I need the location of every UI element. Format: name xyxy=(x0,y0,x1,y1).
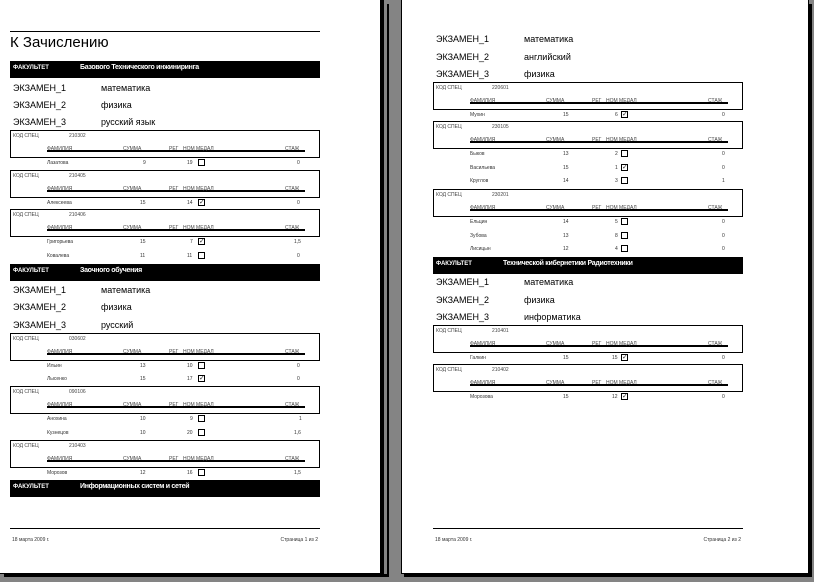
student-reg: 2 xyxy=(615,151,618,157)
col-reg: РЕГ xyxy=(592,205,602,211)
column-headers xyxy=(470,98,728,104)
faculty-label: ФАКУЛЬТЕТ xyxy=(13,268,49,274)
spec-header xyxy=(10,130,320,158)
col-sum: СУММА xyxy=(123,456,142,462)
exam-subject: английский xyxy=(524,52,571,62)
medal-checkbox[interactable] xyxy=(198,199,205,206)
student-reg: 5 xyxy=(615,219,618,225)
exam-subject: математика xyxy=(101,83,151,93)
student-exp: 0 xyxy=(297,253,300,259)
col-sum: СУММА xyxy=(123,186,142,192)
exam-key: ЭКЗАМЕН_3 xyxy=(13,117,67,127)
col-exp: СТАЖ xyxy=(708,137,723,143)
footer-rule xyxy=(10,528,320,529)
student-exp: 0 xyxy=(297,376,300,382)
col-exp: СТАЖ xyxy=(285,225,300,231)
student-sum: 12 xyxy=(140,470,146,476)
student-surname: Морозова xyxy=(470,394,493,400)
exam-subject: физика xyxy=(524,69,555,79)
student-surname: Ельцин xyxy=(470,219,488,225)
exam-key: ЭКЗАМЕН_3 xyxy=(436,312,490,322)
student-exp: 1,6 xyxy=(294,430,301,436)
exam-key: ЭКЗАМЕН_1 xyxy=(436,34,490,44)
student-sum: 15 xyxy=(563,112,569,118)
student-reg: 14 xyxy=(187,200,193,206)
student-surname: Алексеева xyxy=(47,200,72,206)
exam-subject: математика xyxy=(524,34,574,44)
student-reg: 15 xyxy=(612,355,618,361)
col-sum: СУММА xyxy=(546,137,565,143)
exam-row xyxy=(436,50,736,64)
medal-checkbox[interactable] xyxy=(621,393,628,400)
col-surname: ФАМИЛИЯ xyxy=(47,225,73,231)
column-headers xyxy=(470,380,728,386)
student-exp: 0 xyxy=(722,151,725,157)
spec-code-label: КОД СПЕЦ xyxy=(436,192,462,198)
exam-subject: информатика xyxy=(524,312,581,322)
faculty-label: ФАКУЛЬТЕТ xyxy=(436,261,472,267)
spec-code: 210401 xyxy=(492,328,509,334)
student-row xyxy=(433,162,743,173)
faculty-header xyxy=(10,61,320,78)
col-exp: СТАЖ xyxy=(708,98,723,104)
exam-subject: русский xyxy=(101,320,134,330)
student-surname: Лысенко xyxy=(47,376,67,382)
exam-row xyxy=(13,283,313,297)
column-headers xyxy=(470,205,728,211)
column-headers xyxy=(470,341,728,347)
student-surname: Морозов xyxy=(47,470,68,476)
col-surname: ФАМИЛИЯ xyxy=(47,146,73,152)
column-headers xyxy=(47,186,305,192)
student-sum: 13 xyxy=(563,151,569,157)
medal-checkbox[interactable] xyxy=(198,469,205,476)
student-exp: 0 xyxy=(722,355,725,361)
col-medal: НОМ МЕДАЛ xyxy=(183,402,214,408)
col-exp: СТАЖ xyxy=(285,186,300,192)
exam-key: ЭКЗАМЕН_3 xyxy=(13,320,67,330)
medal-checkbox[interactable] xyxy=(198,429,205,436)
student-surname: Быков xyxy=(470,151,485,157)
spec-code: 210406 xyxy=(69,212,86,218)
student-exp: 0 xyxy=(722,246,725,252)
col-reg: РЕГ xyxy=(169,349,179,355)
col-sum: СУММА xyxy=(546,341,565,347)
spec-code-label: КОД СПЕЦ xyxy=(436,328,462,334)
col-sum: СУММА xyxy=(123,225,142,231)
student-reg: 3 xyxy=(615,178,618,184)
report-page-1 xyxy=(0,0,384,574)
student-surname: Зубова xyxy=(470,233,487,239)
col-sum: СУММА xyxy=(546,205,565,211)
spec-header xyxy=(433,121,743,149)
column-headers xyxy=(47,456,305,462)
col-sum: СУММА xyxy=(123,349,142,355)
spec-code-label: КОД СПЕЦ xyxy=(13,389,39,395)
student-exp: 0 xyxy=(297,160,300,166)
student-row xyxy=(10,427,320,438)
col-medal: НОМ МЕДАЛ xyxy=(183,225,214,231)
col-surname: ФАМИЛИЯ xyxy=(470,341,496,347)
student-reg: 8 xyxy=(615,233,618,239)
exam-row xyxy=(13,81,313,95)
spec-code-label: КОД СПЕЦ xyxy=(436,85,462,91)
exam-row xyxy=(436,32,736,46)
student-sum: 15 xyxy=(563,394,569,400)
student-exp: 0 xyxy=(722,112,725,118)
medal-checkbox[interactable] xyxy=(621,150,628,157)
student-row xyxy=(10,236,320,247)
student-sum: 14 xyxy=(563,219,569,225)
student-row xyxy=(10,413,320,424)
student-row xyxy=(10,197,320,208)
col-exp: СТАЖ xyxy=(285,402,300,408)
student-row xyxy=(433,230,743,241)
medal-checkbox[interactable] xyxy=(621,354,628,361)
student-exp: 0 xyxy=(722,219,725,225)
medal-checkbox[interactable] xyxy=(198,362,205,369)
col-medal: НОМ МЕДАЛ xyxy=(606,98,637,104)
student-row xyxy=(433,175,743,186)
student-sum: 11 xyxy=(140,253,146,259)
student-row xyxy=(10,467,320,478)
medal-checkbox[interactable] xyxy=(621,218,628,225)
col-exp: СТАЖ xyxy=(285,456,300,462)
student-surname: Васильева xyxy=(470,165,496,171)
column-headers xyxy=(47,349,305,355)
spec-code-label: КОД СПЕЦ xyxy=(13,133,39,139)
exam-row xyxy=(13,318,313,332)
student-surname: Ковалева xyxy=(47,253,70,259)
medal-checkbox[interactable] xyxy=(198,415,205,422)
spec-code: 210403 xyxy=(69,443,86,449)
col-surname: ФАМИЛИЯ xyxy=(47,349,73,355)
exam-subject: математика xyxy=(524,277,574,287)
col-surname: ФАМИЛИЯ xyxy=(470,98,496,104)
col-exp: СТАЖ xyxy=(708,205,723,211)
medal-checkbox[interactable] xyxy=(621,177,628,184)
footer-page-number: Страница 2 из 2 xyxy=(703,537,741,543)
student-surname: Лисицын xyxy=(470,246,491,252)
exam-key: ЭКЗАМЕН_2 xyxy=(13,100,67,110)
student-surname: Григорьева xyxy=(47,239,74,245)
student-row xyxy=(10,250,320,261)
spec-header xyxy=(433,82,743,110)
student-row xyxy=(433,109,743,120)
col-medal: НОМ МЕДАЛ xyxy=(183,186,214,192)
student-row xyxy=(10,360,320,371)
column-headers xyxy=(470,137,728,143)
exam-row xyxy=(436,275,736,289)
exam-row xyxy=(436,310,736,324)
footer-page-number: Страница 1 из 2 xyxy=(280,537,318,543)
spec-header xyxy=(10,333,320,361)
student-row xyxy=(433,352,743,363)
spec-code: 230105 xyxy=(492,124,509,130)
spec-code: 090106 xyxy=(69,389,86,395)
col-sum: СУММА xyxy=(546,98,565,104)
student-surname: Анохина xyxy=(47,416,67,422)
student-reg: 7 xyxy=(190,239,193,245)
exam-row xyxy=(436,293,736,307)
col-exp: СТАЖ xyxy=(285,146,300,152)
spec-header xyxy=(10,440,320,468)
spec-code: 210405 xyxy=(69,173,86,179)
col-surname: ФАМИЛИЯ xyxy=(470,205,496,211)
spec-header xyxy=(433,189,743,217)
column-headers xyxy=(47,146,305,152)
col-surname: ФАМИЛИЯ xyxy=(470,380,496,386)
medal-checkbox[interactable] xyxy=(198,375,205,382)
faculty-header xyxy=(433,257,743,274)
student-exp: 0 xyxy=(722,233,725,239)
exam-key: ЭКЗАМЕН_1 xyxy=(13,83,67,93)
spec-code: 030602 xyxy=(69,336,86,342)
student-reg: 20 xyxy=(187,430,193,436)
spec-code-label: КОД СПЕЦ xyxy=(13,336,39,342)
student-surname: Круглов xyxy=(470,178,489,184)
spec-header xyxy=(10,209,320,237)
student-surname: Лазатова xyxy=(47,160,69,166)
col-medal: НОМ МЕДАЛ xyxy=(606,380,637,386)
spec-header xyxy=(10,170,320,198)
spec-code: 210402 xyxy=(492,367,509,373)
col-reg: РЕГ xyxy=(592,98,602,104)
medal-checkbox[interactable] xyxy=(621,232,628,239)
spec-header xyxy=(433,364,743,392)
student-sum: 15 xyxy=(563,355,569,361)
student-reg: 10 xyxy=(187,363,193,369)
col-reg: РЕГ xyxy=(169,402,179,408)
column-headers xyxy=(47,225,305,231)
medal-checkbox[interactable] xyxy=(198,252,205,259)
exam-subject: физика xyxy=(524,295,555,305)
col-exp: СТАЖ xyxy=(708,380,723,386)
student-row xyxy=(10,157,320,168)
student-row xyxy=(433,148,743,159)
col-sum: СУММА xyxy=(546,380,565,386)
student-reg: 6 xyxy=(615,112,618,118)
exam-subject: математика xyxy=(101,285,151,295)
student-reg: 17 xyxy=(187,376,193,382)
col-medal: НОМ МЕДАЛ xyxy=(183,146,214,152)
spec-code-label: КОД СПЕЦ xyxy=(436,367,462,373)
spec-code-label: КОД СПЕЦ xyxy=(436,124,462,130)
student-sum: 13 xyxy=(140,363,146,369)
student-exp: 0 xyxy=(297,363,300,369)
medal-checkbox[interactable] xyxy=(198,238,205,245)
faculty-label: ФАКУЛЬТЕТ xyxy=(13,65,49,71)
student-reg: 16 xyxy=(187,470,193,476)
medal-checkbox[interactable] xyxy=(621,164,628,171)
student-exp: 1,5 xyxy=(294,470,301,476)
student-row xyxy=(433,216,743,227)
col-reg: РЕГ xyxy=(169,186,179,192)
col-surname: ФАМИЛИЯ xyxy=(47,186,73,192)
col-exp: СТАЖ xyxy=(285,349,300,355)
student-surname: Мухин xyxy=(470,112,485,118)
student-surname: Галкин xyxy=(470,355,486,361)
exam-subject: физика xyxy=(101,302,132,312)
spec-code-label: КОД СПЕЦ xyxy=(13,212,39,218)
medal-checkbox[interactable] xyxy=(621,111,628,118)
col-medal: НОМ МЕДАЛ xyxy=(183,456,214,462)
footer-rule xyxy=(433,528,743,529)
col-reg: РЕГ xyxy=(592,341,602,347)
exam-row xyxy=(13,115,313,129)
exam-key: ЭКЗАМЕН_2 xyxy=(436,52,490,62)
spec-code-label: КОД СПЕЦ xyxy=(13,443,39,449)
medal-checkbox[interactable] xyxy=(198,159,205,166)
col-sum: СУММА xyxy=(123,402,142,408)
col-reg: РЕГ xyxy=(592,137,602,143)
spec-code: 220601 xyxy=(492,85,509,91)
student-sum: 15 xyxy=(563,165,569,171)
student-row xyxy=(433,391,743,402)
col-reg: РЕГ xyxy=(592,380,602,386)
student-reg: 9 xyxy=(190,416,193,422)
exam-subject: русский язык xyxy=(101,117,156,127)
student-reg: 1 xyxy=(615,165,618,171)
student-exp: 1 xyxy=(722,178,725,184)
medal-checkbox[interactable] xyxy=(621,245,628,252)
footer-date: 18 марта 2009 г. xyxy=(435,537,473,543)
student-sum: 14 xyxy=(563,178,569,184)
exam-row xyxy=(13,300,313,314)
faculty-name: Технической кибернетики Радиотехники xyxy=(503,260,633,267)
student-exp: 0 xyxy=(297,200,300,206)
student-row xyxy=(10,373,320,384)
col-reg: РЕГ xyxy=(169,225,179,231)
col-exp: СТАЖ xyxy=(708,341,723,347)
student-sum: 12 xyxy=(563,246,569,252)
spec-code-label: КОД СПЕЦ xyxy=(13,173,39,179)
student-sum: 15 xyxy=(140,239,146,245)
faculty-header xyxy=(10,264,320,281)
student-row xyxy=(433,243,743,254)
col-surname: ФАМИЛИЯ xyxy=(470,137,496,143)
spec-header xyxy=(10,386,320,414)
col-sum: СУММА xyxy=(123,146,142,152)
faculty-name: Базового Технического инжиниринга xyxy=(80,64,199,71)
footer-date: 18 марта 2009 г. xyxy=(12,537,50,543)
student-exp: 1,5 xyxy=(294,239,301,245)
exam-row xyxy=(436,67,736,81)
col-medal: НОМ МЕДАЛ xyxy=(183,349,214,355)
col-medal: НОМ МЕДАЛ xyxy=(606,205,637,211)
exam-key: ЭКЗАМЕН_3 xyxy=(436,69,490,79)
spec-code: 210302 xyxy=(69,133,86,139)
col-surname: ФАМИЛИЯ xyxy=(47,456,73,462)
exam-key: ЭКЗАМЕН_2 xyxy=(13,302,67,312)
student-sum: 13 xyxy=(563,233,569,239)
student-sum: 10 xyxy=(140,416,146,422)
student-reg: 11 xyxy=(187,253,193,259)
exam-key: ЭКЗАМЕН_2 xyxy=(436,295,490,305)
student-sum: 15 xyxy=(140,200,146,206)
col-medal: НОМ МЕДАЛ xyxy=(606,137,637,143)
col-surname: ФАМИЛИЯ xyxy=(47,402,73,408)
student-sum: 9 xyxy=(143,160,146,166)
spec-code: 230201 xyxy=(492,192,509,198)
student-sum: 10 xyxy=(140,430,146,436)
col-reg: РЕГ xyxy=(169,146,179,152)
exam-subject: физика xyxy=(101,100,132,110)
faculty-name: Информационных систем и сетей xyxy=(80,483,190,490)
student-reg: 4 xyxy=(615,246,618,252)
exam-row xyxy=(13,98,313,112)
exam-key: ЭКЗАМЕН_1 xyxy=(436,277,490,287)
spec-header xyxy=(433,325,743,353)
student-exp: 0 xyxy=(722,394,725,400)
faculty-label: ФАКУЛЬТЕТ xyxy=(13,484,49,490)
column-headers xyxy=(47,402,305,408)
student-sum: 15 xyxy=(140,376,146,382)
faculty-header xyxy=(10,480,320,497)
exam-key: ЭКЗАМЕН_1 xyxy=(13,285,67,295)
col-medal: НОМ МЕДАЛ xyxy=(606,341,637,347)
faculty-name: Заочного обучения xyxy=(80,267,142,274)
student-exp: 1 xyxy=(299,416,302,422)
student-surname: Кузнецов xyxy=(47,430,69,436)
col-reg: РЕГ xyxy=(169,456,179,462)
student-reg: 12 xyxy=(612,394,618,400)
report-title: К Зачислению xyxy=(10,31,320,53)
student-surname: Ильин xyxy=(47,363,62,369)
report-page-2 xyxy=(401,0,809,574)
student-exp: 0 xyxy=(722,165,725,171)
student-reg: 19 xyxy=(187,160,193,166)
